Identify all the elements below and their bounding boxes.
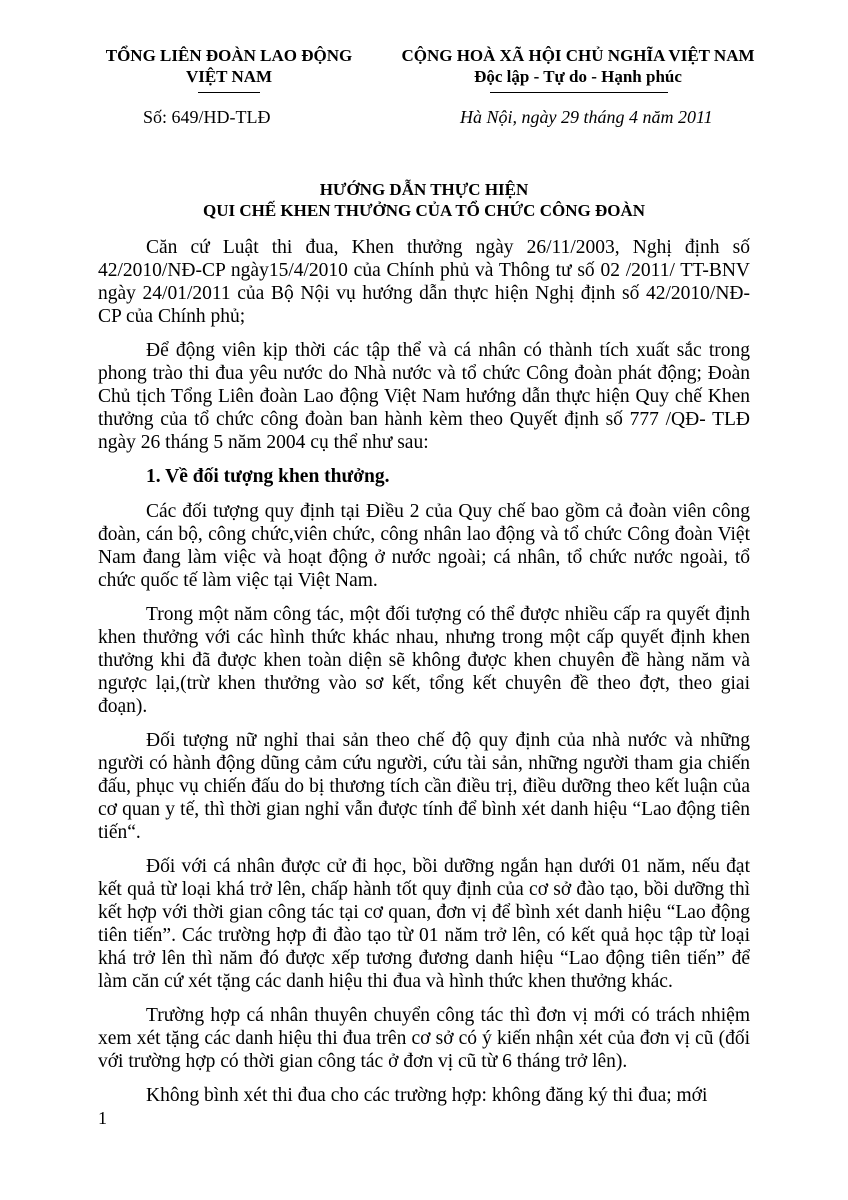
document-title-line1: HƯỚNG DẪN THỰC HIỆN <box>319 180 529 199</box>
nation-name: CỘNG HOÀ XÃ HỘI CHỦ NGHĨA VIỆT NAM <box>401 46 755 65</box>
document-title-line2: QUI CHẾ KHEN THƯỞNG CỦA TỔ CHỨC CÔNG ĐOÀN <box>202 201 646 220</box>
national-motto <box>398 45 758 87</box>
section-paragraph: Đối với cá nhân được cử đi học, bồi dưỡng ngắn hạn dưới 01 năm, nếu đạt kết quả từ loại khá trở lên, chấp hành tốt quy định của cơ sở đào tạo, bồi dưỡng thì kết hợp với thời gian công tác tại cơ quan, đơn vị để bình xét danh hiệu “Lao động tiên tiến”. Các trường hợp đi đào tạo từ 01 năm trở lên, có kết quả học tập từ loại khá trở lên thì năm đó được xếp tương đương danh hiệu “Lao động tiên tiến” để làm căn cứ xét tặng các danh hiệu thi đua và hình thức khen thưởng khác. <box>98 856 750 992</box>
org-name-line2: VIỆT NAM <box>185 67 273 86</box>
section-heading: 1. Về đối tượng khen thưởng. <box>146 466 390 487</box>
section-paragraph: Đối tượng nữ nghỉ thai sản theo chế độ quy định của nhà nước và những người có hành động dũng cảm cứu người, cứu tài sản, những người tham gia chiến đấu, phục vụ chiến đấu do bị thương tích cần điều trị, điều dưỡng theo kết luận của cơ quan y tế, thì thời gian nghỉ vẫn được tính để bình xét danh hiệu “Lao động tiên tiến“. <box>98 730 750 843</box>
document-number: Số: 649/HD-TLĐ <box>143 107 271 127</box>
section-paragraph: Không bình xét thi đua cho các trường hợp: không đăng ký thi đua; mới <box>146 1085 708 1106</box>
issuing-organization <box>98 45 360 87</box>
org-name-line1: TỔNG LIÊN ĐOÀN LAO ĐỘNG <box>105 46 353 65</box>
section-paragraph: Trong một năm công tác, một đối tượng có thể được nhiều cấp ra quyết định khen thưởng với các hình thức khác nhau, nhưng trong một cấp quyết định khen thưởng khi đã được khen toàn diện sẽ không được khen chuyên đề hàng năm và ngược lại,(trừ khen thưởng vào sơ kết, tổng kết chuyên đề theo đợt, theo giai đoạn). <box>98 604 750 717</box>
purpose-paragraph: Để động viên kịp thời các tập thể và cá nhân có thành tích xuất sắc trong phong trào thi đua yêu nước do Nhà nước và tổ chức Công đoàn phát động; Đoàn Chủ tịch Tổng Liên đoàn Lao động Việt Nam hướng dẫn thực hiện Quy chế Khen thưởng của tổ chức công đoàn ban hành kèm theo Quyết định số 777 /QĐ- TLĐ ngày 26 tháng 5 năm 2004 cụ thể như sau: <box>98 340 750 453</box>
page-number: 1 <box>98 1108 107 1128</box>
place-and-date: Hà Nội, ngày 29 tháng 4 năm 2011 <box>460 107 713 127</box>
section-paragraph: Trường hợp cá nhân thuyên chuyển công tác thì đơn vị mới có trách nhiệm xem xét tặng các danh hiệu thi đua trên cơ sở có ý kiến nhận xét của đơn vị cũ (đối với trường hợp có thời gian công tác ở đơn vị cũ từ 6 tháng trở lên). <box>98 1005 750 1072</box>
document-body <box>98 236 750 1118</box>
motto-underline <box>490 92 668 93</box>
org-underline <box>198 92 260 93</box>
motto: Độc lập - Tự do - Hạnh phúc <box>474 67 682 86</box>
section-paragraph: Các đối tượng quy định tại Điều 2 của Quy chế bao gồm cả đoàn viên công đoàn, cán bộ, công chức,viên chức, công nhân lao động và tổ chức Công đoàn Việt Nam đang làm việc và hoạt động ở nước ngoài; cá nhân, tổ chức nước ngoài, tổ chức quốc tế làm việc tại Việt Nam. <box>98 501 750 591</box>
legal-basis-paragraph: Căn cứ Luật thi đua, Khen thưởng ngày 26/11/2003, Nghị định số 42/2010/NĐ-CP ngày15/4/2010 của Chính phủ và Thông tư số 02 /2011/ TT-BNV ngày 24/01/2011 của Bộ Nội vụ hướng dẫn thực hiện Nghị định số 42/2010/NĐ-CP của Chính phủ; <box>98 237 750 327</box>
